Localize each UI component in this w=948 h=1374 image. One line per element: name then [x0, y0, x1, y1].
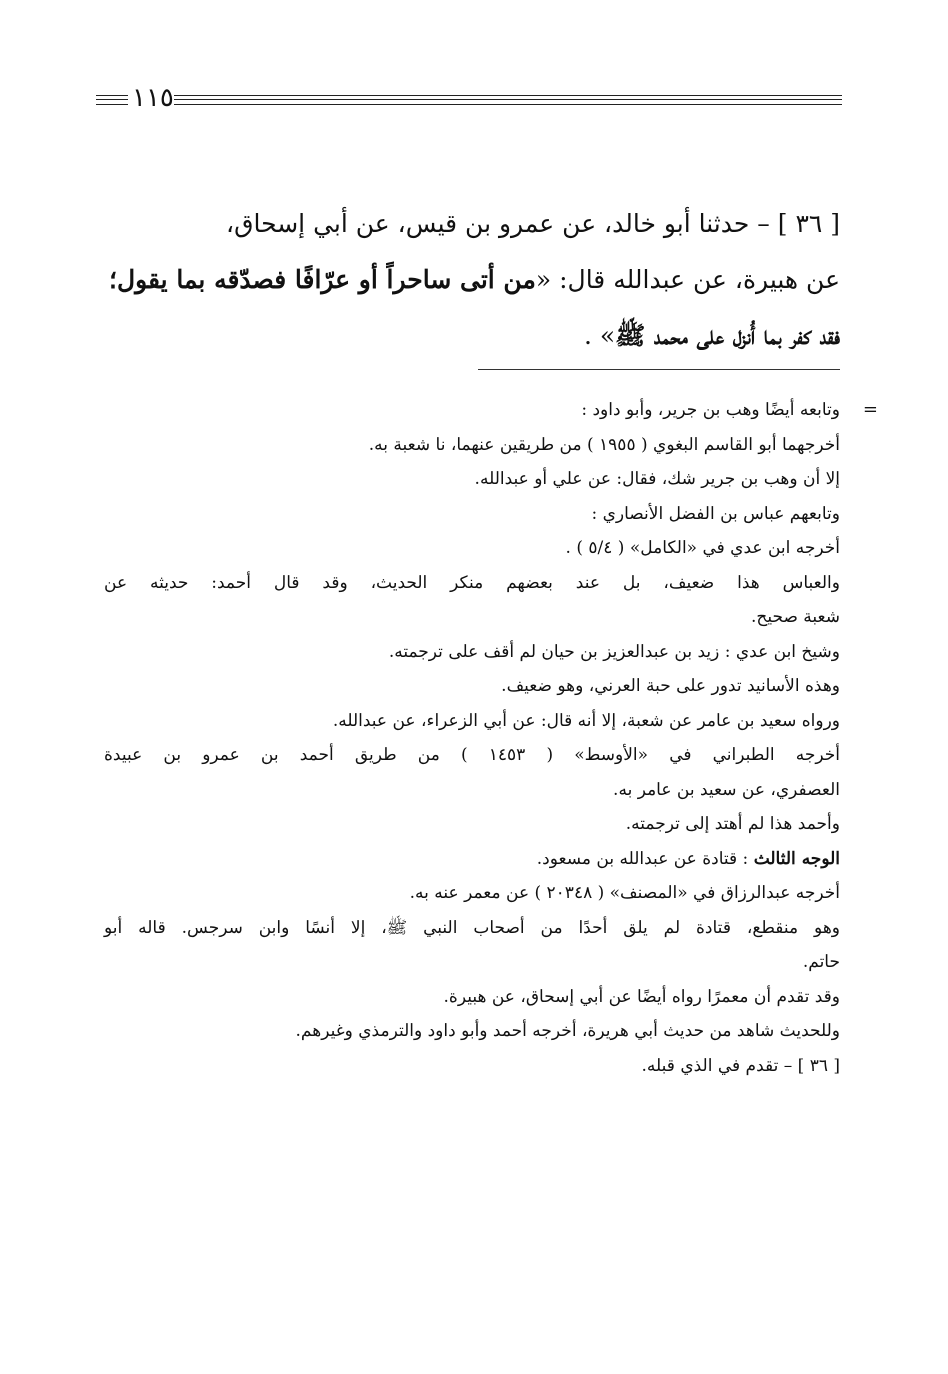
footnote-line: وهو منقطع، قتادة لم يلق أحدًا من أصحاب النبي ﷺ، إلا أنسًا وابن سرجس. قاله أبو	[104, 917, 840, 938]
continuation-mark: =	[862, 399, 878, 420]
footnote-line: والعباس هذا ضعيف، بل عند بعضهم منكر الحديث، وقد قال أحمد: حديثه عن	[104, 572, 840, 593]
page-number: ١١٥	[132, 83, 174, 113]
footnote-line: وتابعهم عباس بن الفضل الأنصاري :	[591, 503, 840, 524]
main-text	[106, 196, 840, 364]
footnote-line: حاتم.	[802, 952, 840, 972]
footnote-line: أخرجه ابن عدي في «الكامل» ( ٥/٤ ) .	[565, 538, 840, 558]
footnote-line: وللحديث شاهد من حديث أبي هريرة، أخرجه أحمد وأبو داود والترمذي وغيرهم.	[295, 1021, 840, 1041]
footnotes	[104, 393, 878, 1083]
main-line: [ ٣٦ ] – حدثنا أبو خالد، عن عمرو بن قيس، عن أبي إسحاق،	[226, 209, 840, 238]
page-header	[96, 83, 842, 114]
header-rule-short	[96, 95, 128, 105]
footnote-line: = وتابعه أيضًا وهب بن جرير، وأبو داود :	[104, 393, 840, 428]
footnote-line: وقد تقدم أن معمرًا رواه أيضًا عن أبي إسحاق، عن هبيرة.	[443, 986, 840, 1007]
footnote-line: أخرجه عبدالرزاق في «المصنف» ( ٢٠٣٤٨ ) عن معمر عنه به.	[409, 883, 840, 903]
footnote-line: أخرجه الطبراني في «الأوسط» ( ١٤٥٣ ) من طريق أحمد بن عمرو بن عبيدة	[104, 745, 840, 765]
footnote-line: الوجه الثالث : قتادة عن عبدالله بن مسعود.	[536, 848, 840, 869]
header-rule-long	[174, 95, 842, 105]
footnote-line: أخرجهما أبو القاسم البغوي ( ١٩٥٥ ) من طريقين عنهما، نا شعبة به.	[368, 434, 840, 455]
main-line: فقد كفر بما أُنزل على محمد ﷺ» .	[583, 321, 840, 350]
footnote-separator	[478, 369, 840, 370]
section-heading: الوجه الثالث	[753, 848, 840, 869]
footnote-line: وأحمد هذا لم أهتد إلى ترجمته.	[625, 814, 840, 834]
footnote-line: إلا أن وهب بن جرير شك، فقال: عن علي أو عبدالله.	[474, 469, 840, 489]
footnote-line: شعبة صحيح.	[750, 607, 840, 627]
footnote-line: وشيخ ابن عدي : زيد بن عبدالعزيز بن حيان لم أقف على ترجمته.	[388, 641, 840, 662]
footnote-line: [ ٣٦ ] – تقدم في الذي قبله.	[641, 1055, 840, 1076]
footnote-line: ورواه سعيد بن عامر عن شعبة، إلا أنه قال: عن أبي الزعراء، عن عبدالله.	[332, 710, 840, 731]
footnote-line: وهذه الأسانيد تدور على حبة العرني، وهو ضعيف.	[501, 676, 840, 696]
main-line: عن هبيرة، عن عبدالله قال: «من أتى ساحراً أو عرّافًا فصدّقه بما يقول؛	[109, 265, 840, 294]
footnote-line: العصفري، عن سعيد بن عامر به.	[613, 779, 840, 800]
